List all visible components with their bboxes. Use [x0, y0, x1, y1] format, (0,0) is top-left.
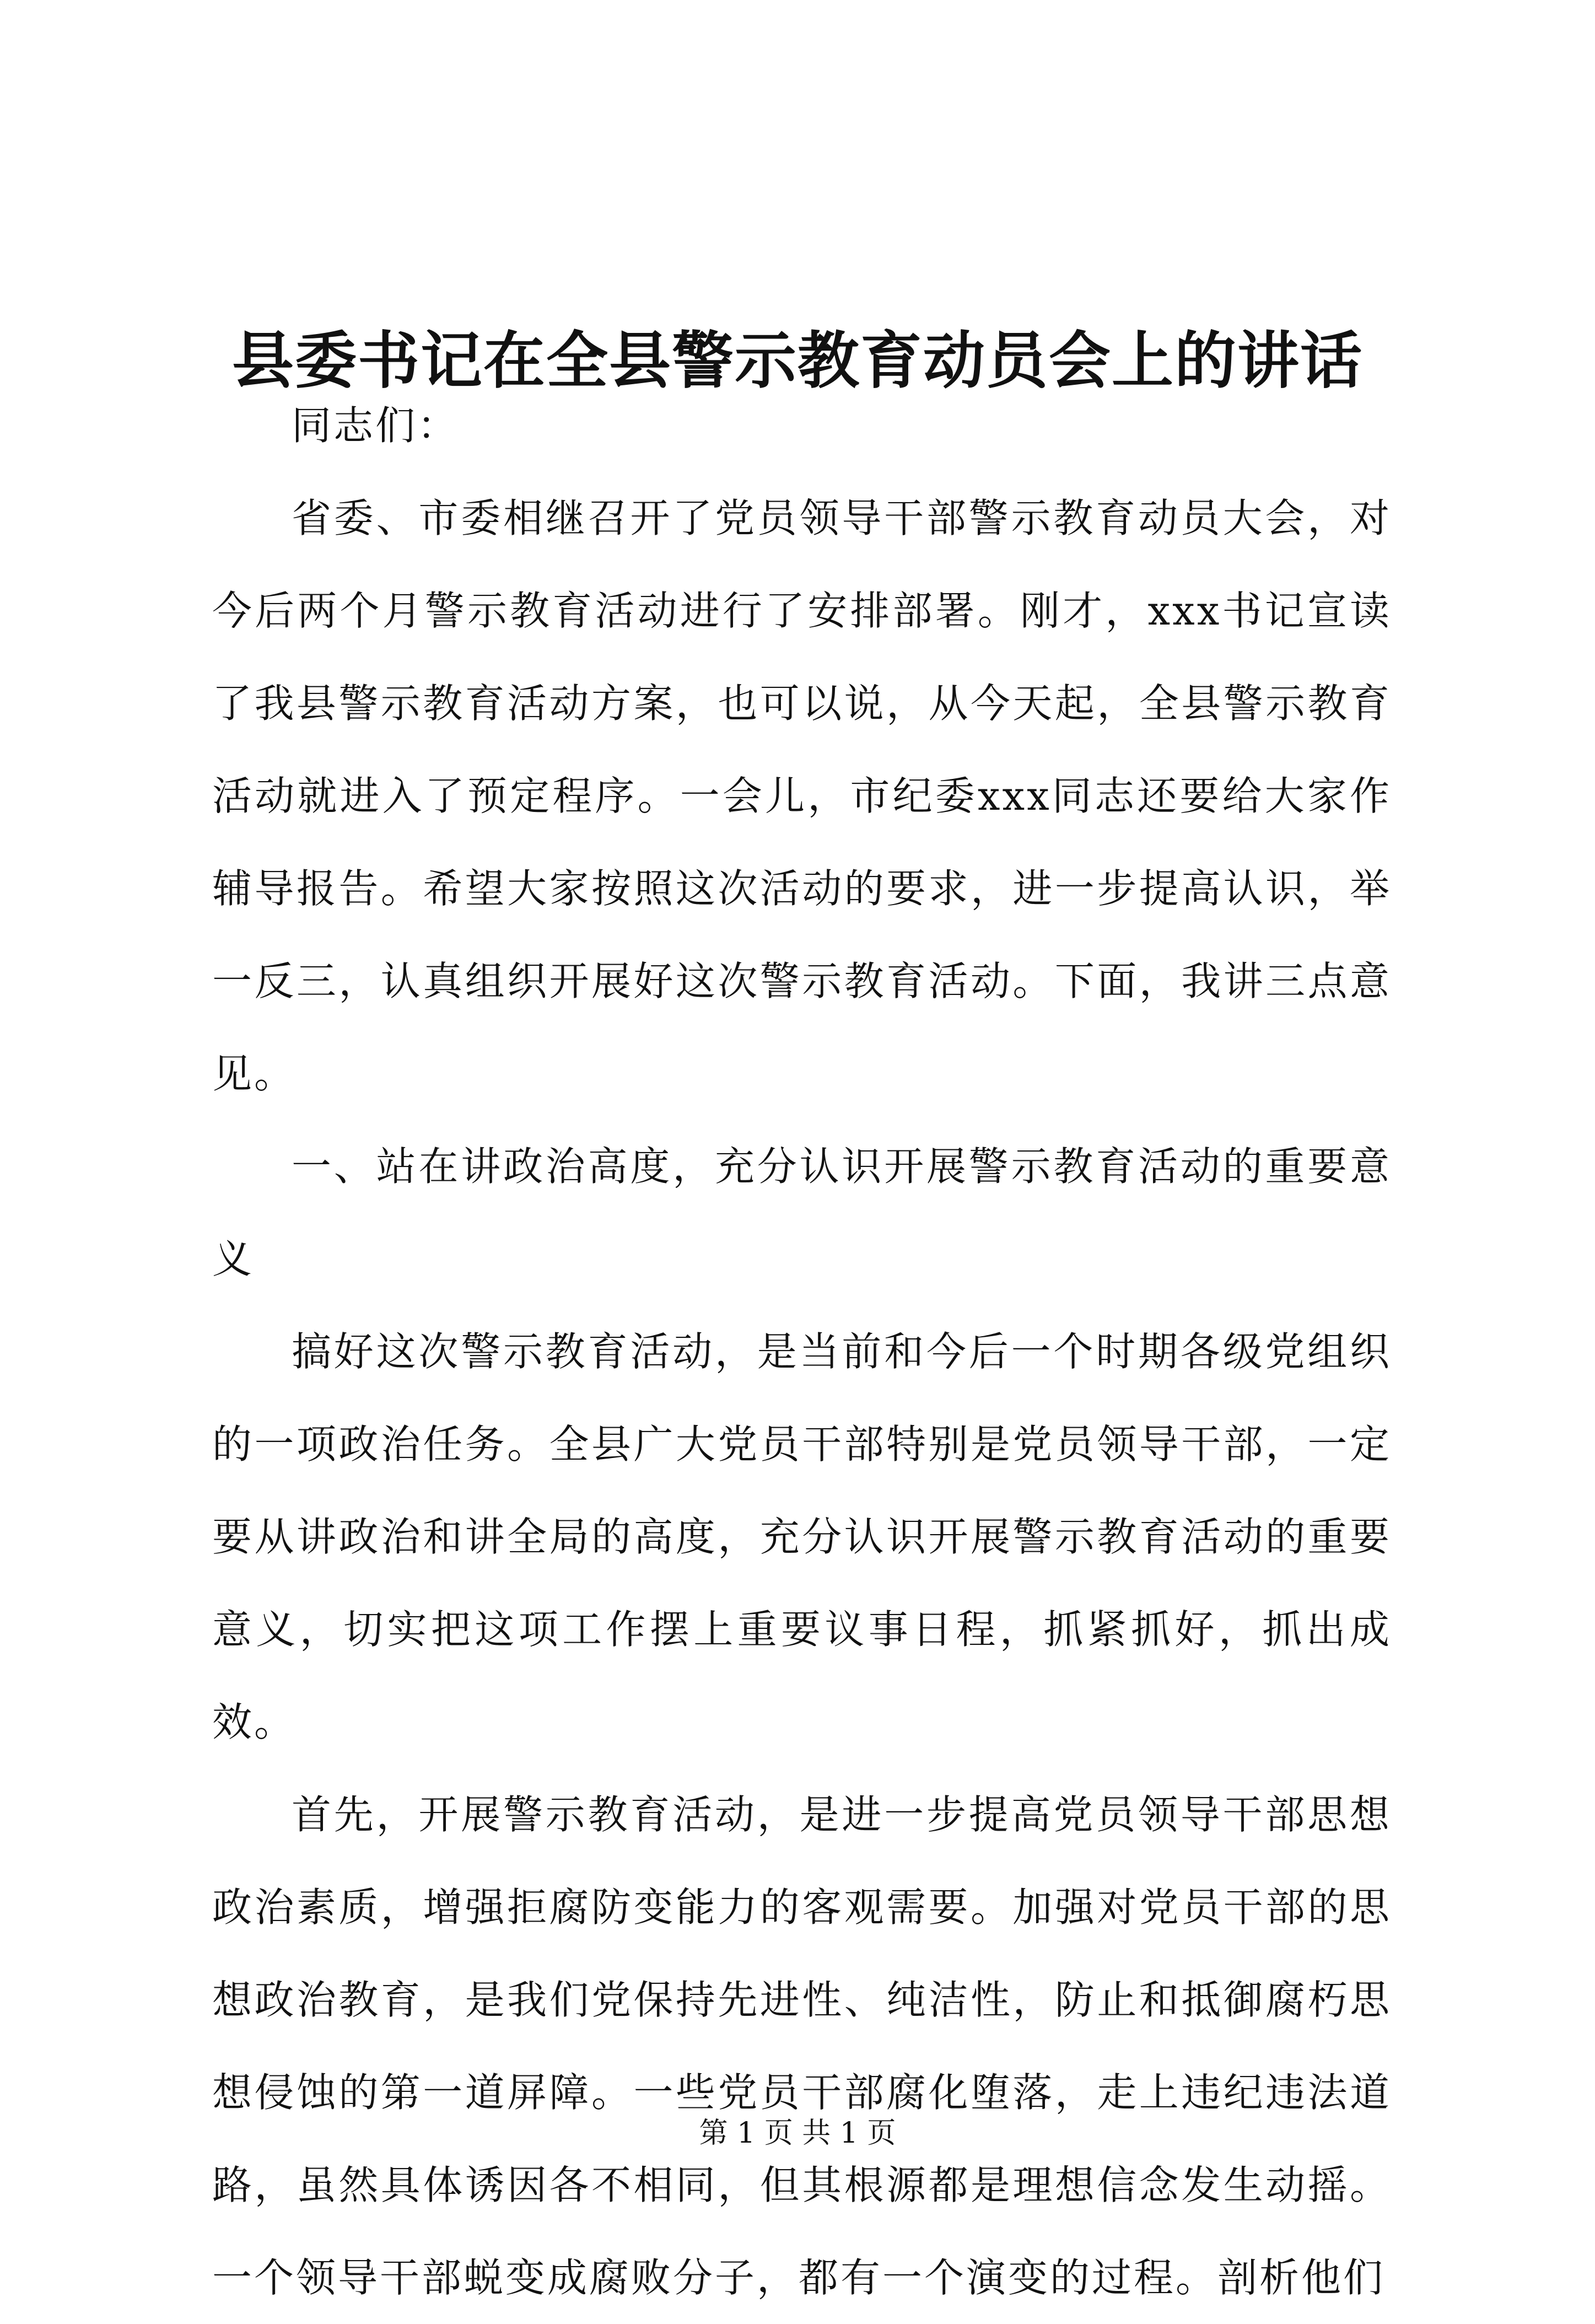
paragraph-first-point: 首先，开展警示教育活动，是进一步提高党员领导干部思想政治素质，增强拒腐防变能力的客观需要。加强对党员干部的思想政治教育，是我们党保持先进性、纯洁性，防止和抵御腐朽思想侵蚀的第一道屏障。一些党员干部腐化堕落，走上违纪违法道路，虽然具体诱因各不相同，但其根源都是理想信念发生动摇。一个领导干部蜕变成腐败分子，都有一个演变的过程。剖析他们: [212, 1792, 1392, 2301]
document-body: [212, 379, 1392, 2324]
document-title: 县委书记在全县警示教育动员会上的讲话: [232, 325, 1363, 397]
paragraph-intro: 省委、市委相继召开了党员领导干部警示教育动员大会，对今后两个月警示教育活动进行了安排部署。刚才，xxx书记宣读了我县警示教育活动方案，也可以说，从今天起，全县警示教育活动就进入了预定程序。一会儿，市纪委xxx同志还要给大家作辅导报告。希望大家按照这次活动的要求，进一步提高认识，举一反三，认真组织开展好这次警示教育活动。下面，我讲三点意见。: [212, 495, 1392, 1097]
page-footer: 第 1 页 共 1 页: [699, 2117, 896, 2150]
salutation: 同志们：: [292, 402, 460, 449]
paragraph-section-1: 搞好这次警示教育活动，是当前和今后一个时期各级党组织的一项政治任务。全县广大党员干部特别是党员领导干部，一定要从讲政治和讲全局的高度，充分认识开展警示教育活动的重要意义，切实把这项工作摆上重要议事日程，抓紧抓好，抓出成效。: [212, 1328, 1392, 1745]
section-heading-1: 一、站在讲政治高度，充分认识开展警示教育活动的重要意义: [212, 1143, 1392, 1282]
